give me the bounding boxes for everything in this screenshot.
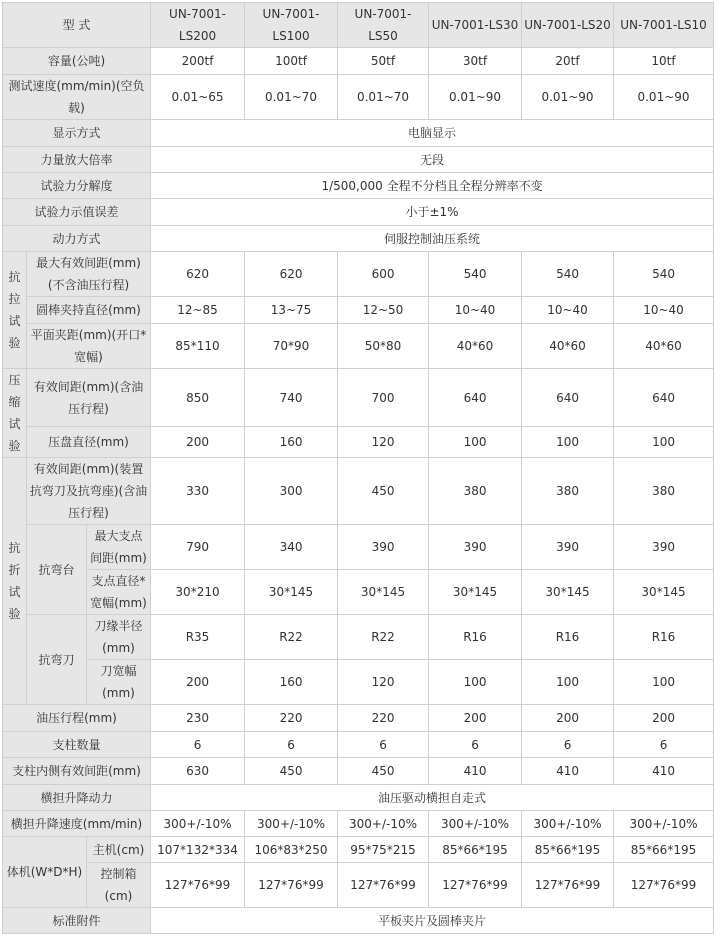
spec-table xyxy=(2,2,714,934)
flat-value: 85*110 xyxy=(151,324,245,369)
beam-power-value: 油压驱动横担自走式 xyxy=(151,785,714,811)
compress-gap-value: 850 xyxy=(151,369,245,427)
resolution-value: 1/500,000 全程不分档且全程分辨率不变 xyxy=(151,173,714,199)
platen-value: 120 xyxy=(338,427,429,458)
platen-value: 160 xyxy=(245,427,338,458)
bend-gap-value: 380 xyxy=(522,458,614,525)
bend-table-label: 抗弯台 xyxy=(27,525,87,615)
volume-control-value: 127*76*99 xyxy=(614,863,714,908)
power-label: 动力方式 xyxy=(3,226,151,252)
amplify-value: 无段 xyxy=(151,147,714,173)
row-beam-speed xyxy=(3,811,714,837)
flat-value: 40*60 xyxy=(522,324,614,369)
speed-value: 0.01~90 xyxy=(429,75,522,120)
row-tensile-max-gap xyxy=(3,252,714,297)
edge-radius-value: R22 xyxy=(245,615,338,660)
tensile-max-gap-label: 最大有效间距(mm)(不含油压行程) xyxy=(27,252,151,297)
volume-main-value: 95*75*215 xyxy=(338,837,429,863)
volume-control-value: 127*76*99 xyxy=(429,863,522,908)
col-gap-value: 410 xyxy=(614,758,714,785)
row-tensile-round xyxy=(3,297,714,324)
speed-value: 0.01~90 xyxy=(522,75,614,120)
bend-gap-value: 300 xyxy=(245,458,338,525)
volume-control-label: 控制箱(cm) xyxy=(87,863,151,908)
row-model xyxy=(3,3,714,48)
col-gap-value: 630 xyxy=(151,758,245,785)
platen-label: 压盘直径(mm) xyxy=(27,427,151,458)
compress-gap-label: 有效间距(mm)(含油压行程) xyxy=(27,369,151,427)
max-span-value: 390 xyxy=(522,525,614,570)
row-bend-gap xyxy=(3,458,714,525)
model-name: UN-7001-LS100 xyxy=(245,3,338,48)
beam-speed-value: 300+/-10% xyxy=(522,811,614,837)
flat-value: 70*90 xyxy=(245,324,338,369)
knife-width-value: 100 xyxy=(429,660,522,705)
columns-label: 支柱数量 xyxy=(3,732,151,758)
beam-speed-value: 300+/-10% xyxy=(614,811,714,837)
col-gap-value: 450 xyxy=(245,758,338,785)
row-columns xyxy=(3,732,714,758)
compress-gap-value: 640 xyxy=(522,369,614,427)
columns-value: 6 xyxy=(245,732,338,758)
volume-main-value: 106*83*250 xyxy=(245,837,338,863)
display-value: 电脑显示 xyxy=(151,120,714,147)
fulcrum-value: 30*210 xyxy=(151,570,245,615)
capacity-value: 50tf xyxy=(338,48,429,75)
row-volume-main xyxy=(3,837,714,863)
volume-control-value: 127*76*99 xyxy=(522,863,614,908)
platen-value: 200 xyxy=(151,427,245,458)
power-value: 伺服控制油压系统 xyxy=(151,226,714,252)
fulcrum-value: 30*145 xyxy=(245,570,338,615)
model-name: UN-7001-LS30 xyxy=(429,3,522,48)
round-dia-value: 10~40 xyxy=(429,297,522,324)
edge-radius-value: R16 xyxy=(522,615,614,660)
fulcrum-value: 30*145 xyxy=(522,570,614,615)
row-bend-fulcrum xyxy=(3,570,714,615)
tensile-group-label: 抗拉试验 xyxy=(3,252,27,369)
edge-radius-value: R35 xyxy=(151,615,245,660)
model-name: UN-7001-LS200 xyxy=(151,3,245,48)
compress-gap-value: 640 xyxy=(429,369,522,427)
flat-value: 40*60 xyxy=(429,324,522,369)
round-dia-value: 13~75 xyxy=(245,297,338,324)
row-bend-edge-radius xyxy=(3,615,714,660)
speed-value: 0.01~65 xyxy=(151,75,245,120)
platen-value: 100 xyxy=(614,427,714,458)
columns-value: 6 xyxy=(151,732,245,758)
knife-width-value: 200 xyxy=(151,660,245,705)
max-span-value: 390 xyxy=(429,525,522,570)
platen-value: 100 xyxy=(522,427,614,458)
model-header: 型 式 xyxy=(3,3,151,48)
beam-speed-value: 300+/-10% xyxy=(338,811,429,837)
compress-gap-value: 700 xyxy=(338,369,429,427)
row-display xyxy=(3,120,714,147)
accessory-label: 标准附件 xyxy=(3,908,151,934)
knife-width-value: 100 xyxy=(614,660,714,705)
row-beam-power xyxy=(3,785,714,811)
knife-width-value: 100 xyxy=(522,660,614,705)
volume-control-value: 127*76*99 xyxy=(338,863,429,908)
stroke-value: 200 xyxy=(614,705,714,732)
row-accessory xyxy=(3,908,714,934)
row-compress-gap xyxy=(3,369,714,427)
compress-group-label: 压缩试验 xyxy=(3,369,27,458)
max-span-value: 340 xyxy=(245,525,338,570)
volume-main-value: 85*66*195 xyxy=(522,837,614,863)
max-span-label: 最大支点间距(mm) xyxy=(87,525,151,570)
col-gap-value: 450 xyxy=(338,758,429,785)
row-stroke xyxy=(3,705,714,732)
bend-gap-value: 380 xyxy=(429,458,522,525)
compress-gap-value: 740 xyxy=(245,369,338,427)
round-dia-label: 圆棒夹持直径(mm) xyxy=(27,297,151,324)
beam-speed-value: 300+/-10% xyxy=(151,811,245,837)
stroke-value: 220 xyxy=(338,705,429,732)
volume-main-value: 85*66*195 xyxy=(429,837,522,863)
row-error xyxy=(3,199,714,226)
fulcrum-value: 30*145 xyxy=(429,570,522,615)
capacity-value: 100tf xyxy=(245,48,338,75)
speed-value: 0.01~70 xyxy=(338,75,429,120)
flat-label: 平面夹距(mm)(开口*宽幅) xyxy=(27,324,151,369)
speed-value: 0.01~90 xyxy=(614,75,714,120)
capacity-value: 20tf xyxy=(522,48,614,75)
flat-value: 50*80 xyxy=(338,324,429,369)
volume-group-label: 体机(W*D*H) xyxy=(3,837,87,908)
bend-gap-value: 450 xyxy=(338,458,429,525)
capacity-value: 200tf xyxy=(151,48,245,75)
bend-gap-label: 有效间距(mm)(装置抗弯刀及抗弯座)(含油压行程) xyxy=(27,458,151,525)
flat-value: 40*60 xyxy=(614,324,714,369)
platen-value: 100 xyxy=(429,427,522,458)
stroke-label: 油压行程(mm) xyxy=(3,705,151,732)
row-bend-max-span xyxy=(3,525,714,570)
capacity-label: 容量(公吨) xyxy=(3,48,151,75)
capacity-value: 30tf xyxy=(429,48,522,75)
columns-value: 6 xyxy=(522,732,614,758)
row-speed xyxy=(3,75,714,120)
amplify-label: 力量放大倍率 xyxy=(3,147,151,173)
max-span-value: 790 xyxy=(151,525,245,570)
bend-gap-value: 330 xyxy=(151,458,245,525)
tensile-max-gap-value: 540 xyxy=(429,252,522,297)
stroke-value: 220 xyxy=(245,705,338,732)
tensile-max-gap-value: 540 xyxy=(614,252,714,297)
volume-main-label: 主机(cm) xyxy=(87,837,151,863)
resolution-label: 试验力分解度 xyxy=(3,173,151,199)
tensile-max-gap-value: 540 xyxy=(522,252,614,297)
row-amplify xyxy=(3,147,714,173)
model-name: UN-7001-LS20 xyxy=(522,3,614,48)
fulcrum-label: 支点直径*宽幅(mm) xyxy=(87,570,151,615)
row-tensile-flat xyxy=(3,324,714,369)
row-resolution xyxy=(3,173,714,199)
volume-main-value: 107*132*334 xyxy=(151,837,245,863)
edge-radius-label: 刀缘半径(mm) xyxy=(87,615,151,660)
speed-value: 0.01~70 xyxy=(245,75,338,120)
max-span-value: 390 xyxy=(338,525,429,570)
row-volume-control xyxy=(3,863,714,908)
stroke-value: 200 xyxy=(429,705,522,732)
edge-radius-value: R22 xyxy=(338,615,429,660)
columns-value: 6 xyxy=(338,732,429,758)
model-name: UN-7001-LS10 xyxy=(614,3,714,48)
col-gap-value: 410 xyxy=(429,758,522,785)
accessory-value: 平板夹片及圆棒夹片 xyxy=(151,908,714,934)
bend-gap-value: 380 xyxy=(614,458,714,525)
tensile-max-gap-value: 600 xyxy=(338,252,429,297)
row-bend-knife-width xyxy=(3,660,714,705)
knife-width-value: 120 xyxy=(338,660,429,705)
fulcrum-value: 30*145 xyxy=(338,570,429,615)
compress-gap-value: 640 xyxy=(614,369,714,427)
volume-control-value: 127*76*99 xyxy=(245,863,338,908)
columns-value: 6 xyxy=(429,732,522,758)
row-power xyxy=(3,226,714,252)
round-dia-value: 12~85 xyxy=(151,297,245,324)
round-dia-value: 10~40 xyxy=(614,297,714,324)
col-gap-label: 支柱内侧有效间距(mm) xyxy=(3,758,151,785)
edge-radius-value: R16 xyxy=(429,615,522,660)
knife-width-value: 160 xyxy=(245,660,338,705)
bend-group-label: 抗折试验 xyxy=(3,458,27,705)
row-compress-platen xyxy=(3,427,714,458)
model-name: UN-7001-LS50 xyxy=(338,3,429,48)
display-label: 显示方式 xyxy=(3,120,151,147)
fulcrum-value: 30*145 xyxy=(614,570,714,615)
bend-knife-label: 抗弯刀 xyxy=(27,615,87,705)
tensile-max-gap-value: 620 xyxy=(245,252,338,297)
beam-power-label: 横担升降动力 xyxy=(3,785,151,811)
error-value: 小于±1% xyxy=(151,199,714,226)
error-label: 试验力示值误差 xyxy=(3,199,151,226)
round-dia-value: 12~50 xyxy=(338,297,429,324)
beam-speed-label: 横担升降速度(mm/min) xyxy=(3,811,151,837)
capacity-value: 10tf xyxy=(614,48,714,75)
stroke-value: 230 xyxy=(151,705,245,732)
row-capacity xyxy=(3,48,714,75)
stroke-value: 200 xyxy=(522,705,614,732)
volume-control-value: 127*76*99 xyxy=(151,863,245,908)
beam-speed-value: 300+/-10% xyxy=(429,811,522,837)
edge-radius-value: R16 xyxy=(614,615,714,660)
volume-main-value: 85*66*195 xyxy=(614,837,714,863)
columns-value: 6 xyxy=(614,732,714,758)
speed-label: 测试速度(mm/min)(空负载) xyxy=(3,75,151,120)
round-dia-value: 10~40 xyxy=(522,297,614,324)
beam-speed-value: 300+/-10% xyxy=(245,811,338,837)
col-gap-value: 410 xyxy=(522,758,614,785)
tensile-max-gap-value: 620 xyxy=(151,252,245,297)
knife-width-label: 刀宽幅(mm) xyxy=(87,660,151,705)
row-col-gap xyxy=(3,758,714,785)
max-span-value: 390 xyxy=(614,525,714,570)
